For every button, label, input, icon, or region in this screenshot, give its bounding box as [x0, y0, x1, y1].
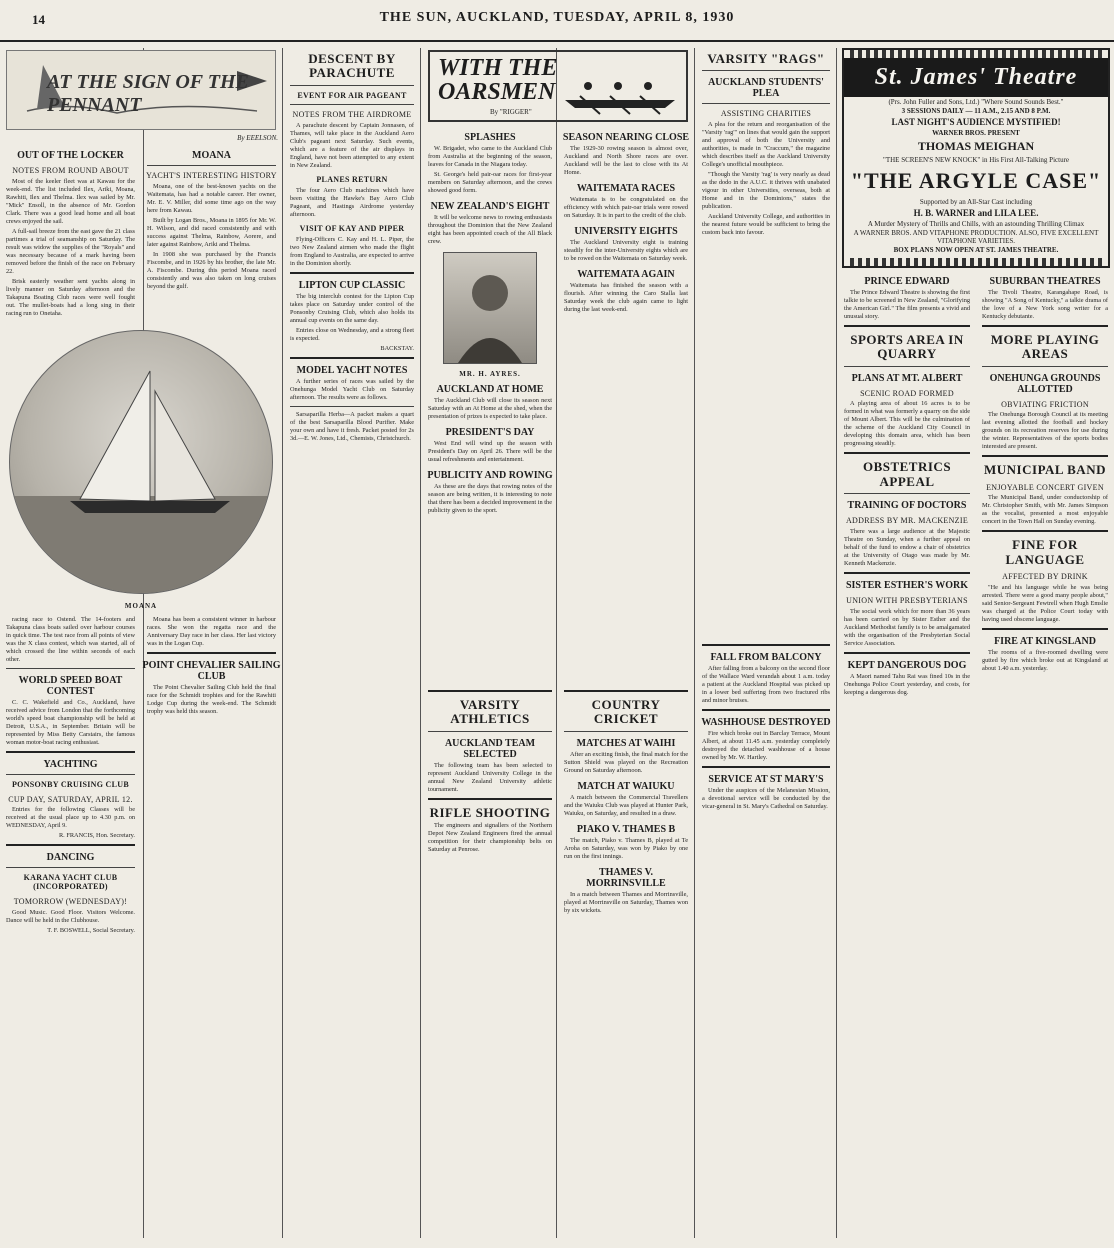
column-5	[558, 126, 694, 519]
lower-columns-4-5	[422, 686, 694, 919]
section-heading: YACHTING	[43, 758, 98, 770]
article-body: C. C. Wakefield and Co., Auckland, have received advice from London that the forthcoming world's speed boat championship will be held at Detroit, U.S.A., in September. Britain will be represented by Miss Betty Carstairs, the famous woman motor-boat racing enthusiast.	[6, 698, 135, 746]
moana-photo	[9, 330, 273, 594]
article-body: The four Aero Club machines which have been visiting the Hawke's Bay Aero Club Pageant, and Hastings Airdrome yesterday afternoon.	[290, 186, 414, 218]
article-body: After an exciting finish, the final match for the Sutton Shield was played on the Recreation Ground on Saturday afternoon.	[564, 750, 688, 774]
article-body: A plea for the return and reorganisation of the "Varsity 'rag'" on lines that would gain the support and approval of both the University and authorities, is made in "Craccum," the magazine which describes itself as the Auckland University College's unofficial mouthpiece. "Though the Varsity 'rag' is very nearly as dead as the dodo in the A.U.C. it thrives with unabated vigour in other Universities, overseas, both at Home and in the Dominions," states the publication. Auckland University College, and authorities in the nearest future would be sufficient to bring the custom back into favour.	[702, 121, 830, 237]
border-decoration	[850, 258, 1102, 266]
article-body: Waitemata is to be congratulated on the efficiency with which pair-oar trials were rowed on Saturday. It is in part to the credit of the club.	[564, 196, 688, 219]
article-body: A further series of races was sailed by the Onehunga Model Yacht Club on Saturday afternoon. The results were as follows.	[290, 377, 414, 401]
headline: KEPT DANGEROUS DOG	[847, 659, 967, 671]
crosshead: UNIVERSITY EIGHTS	[574, 226, 678, 237]
article-body: The 1929-30 rowing season is almost over, Auckland and North Shore races are over. Auckland will be the last to close with its At Home.	[564, 145, 688, 176]
crosshead: AUCKLAND AT HOME	[436, 384, 544, 395]
rowing-section	[422, 46, 694, 1240]
ad-title: PONSONBY CRUISING CLUB	[12, 779, 129, 789]
headline: SERVICE AT ST MARY'S	[708, 774, 824, 785]
pennant-banner	[6, 50, 276, 130]
rowing-columns	[422, 126, 694, 519]
article-body: The Auckland University eight is training steadily for the inter-University eights which are to be rowed on the Waitemata on Saturday week.	[564, 239, 688, 262]
crosshead: SPLASHES	[464, 132, 516, 143]
subheadline: TRAINING OF DOCTORS	[847, 499, 967, 511]
headline: FIRE AT KINGSLAND	[994, 635, 1096, 647]
subheadline: ADDRESS BY MR. MACKENZIE	[845, 515, 969, 525]
ad-line: CUP DAY, SATURDAY, APRIL 12.	[8, 794, 133, 804]
article-body: There was a large audience at the Majestic Theatre on Sunday, when a further appeal on behalf of the fund to endow a chair of obstetrics at the University of Otago was made by Mr. Kenneth Mackenzie.	[844, 527, 970, 567]
crosshead: PUBLICITY AND ROWING	[427, 470, 553, 481]
ad-line: A Murder Mystery of Thrills and Chills, with an astounding Thrilling Climax	[867, 220, 1085, 228]
article-body: Under the auspices of the Melanesian Mission, a devotional service will be conducted by the vicar-general in St. Mary's Cathedral on Saturday.	[702, 787, 830, 810]
banner-title: AT THE SIGN OF THE PENNANT	[47, 71, 249, 116]
subheadline: AUCKLAND STUDENTS' PLEA	[708, 77, 824, 100]
advertisement: Sarsaparilla Herba—A packet makes a quart of the best Sarsaparilla Blood Purifier. Make your own and have it fresh. Packet posted for 2s 3d.—E. W. Jones, Ltd., Chemists, Christchurch.	[290, 410, 414, 442]
article-body: Waitemata has finished the season with a flourish. After winning the Caro Stalla last Saturday week the club again came to light during the last week-end.	[564, 282, 688, 313]
photo-caption: MR. H. AYRES.	[459, 370, 521, 378]
crosshead: MATCH AT WAIUKU	[577, 780, 675, 792]
ad-line: "THE SCREEN'S NEW KNOCK" in His First All-Talking Picture	[882, 156, 1070, 164]
ad-body: Entries for the following Classes will be received at the usual place up to 4.30 p.m. on WEDNESDAY, April 9. R. FRANCIS, Hon. Secretary.	[6, 806, 135, 840]
column-4	[422, 126, 558, 519]
subheadline: AFFECTED BY DRINK	[1002, 572, 1088, 582]
headline: MUNICIPAL BAND	[984, 462, 1106, 478]
crosshead: PIAKO V. THAMES B	[576, 823, 676, 835]
border-decoration	[850, 50, 1102, 58]
theatre-section	[838, 46, 1114, 1240]
subheadline: NOTES FROM ROUND ABOUT	[12, 166, 129, 175]
section-heading: DANCING	[46, 852, 95, 864]
ad-line: (Prs. John Fuller and Sons, Ltd.) "Where Sound Sounds Best."	[888, 98, 1064, 106]
crosshead: PLANES RETURN	[316, 175, 388, 185]
headline: LIPTON CUP CLASSIC	[298, 279, 406, 291]
ad-body: Good Music. Good Floor. Visitors Welcome. Dance will be held in the Clubhouse. T. F. BOSWELL, Social Secretary.	[6, 908, 135, 934]
subheadline: PLANS AT MT. ALBERT	[851, 372, 963, 384]
article-body: The rooms of a five-roomed dwelling were gutted by fire which broke out at Kingsland at about 1.40 a.m. yesterday.	[982, 648, 1108, 672]
headline: MODEL YACHT NOTES	[296, 364, 408, 376]
article-body: A Maori named Tahu Rai was fined 10s in the Onehunga Police Court yesterday, and costs, for keeping a dangerous dog.	[844, 672, 970, 696]
country-cricket	[558, 686, 694, 919]
subheadline: MATCHES AT WAIHI	[576, 737, 676, 749]
crosshead: THAMES V. MORRINSVILLE	[586, 866, 666, 889]
portrait-icon	[444, 253, 536, 363]
article-body: Flying-Officers C. Kay and H. L. Piper, the two New Zealand airmen who made the flight from England to Australia, are expected to arrive in the Dominion shortly.	[290, 235, 414, 267]
crosshead: PRESIDENT'S DAY	[445, 427, 535, 438]
ad-line: WARNER BROS. PRESENT	[932, 129, 1020, 137]
headline: SISTER ESTHER'S WORK	[845, 579, 969, 591]
article-body: The Municipal Band, under conductorship of Mr. Christopher Smith, with Mr. James Simpson as the vocalist, presented a most enjoyable concert in the Town Hall on Sunday evening.	[982, 494, 1108, 526]
column-rule	[420, 48, 421, 1238]
article-body: The following team has been selected to represent Auckland University College in the annual New Zealand University athletic tournament.	[428, 761, 552, 793]
varsity-athletics	[422, 686, 558, 919]
article-body: West End will wind up the season with President's Day on April 26. There will be the usual refreshments and entertainment.	[428, 440, 552, 463]
headline: VARSITY "RAGS"	[707, 51, 825, 66]
headline: SUBURBAN THEATRES	[989, 276, 1101, 287]
article-body: The Point Chevalier Sailing Club held the final race for the Schmidt trophies and for the Rawhiti Lodge Cup during the week-end. The Schmidt trophy was held this season.	[147, 683, 276, 715]
ad-line: A WARNER BROS. AND VITAPHONE PRODUCTION. ALSO, FIVE EXCELLENT VITAPHONE VARIETIES.	[853, 229, 1099, 245]
column-2-top	[141, 144, 282, 322]
ad-line: LAST NIGHT'S AUDIENCE MYSTIFIED!	[891, 117, 1061, 127]
article-body: The match, Piako v. Thames B, played at Te Aroha on Saturday, was won by Piako by one run on the first innings.	[564, 836, 688, 860]
ad-theatre-title: St. James' Theatre	[844, 58, 1108, 97]
article-body: The Onehunga Borough Council at its meeting last evening allotted the football and hockey grounds on its recreation reserves for use during the winter. Representatives of the sports bodies interested are present.	[982, 411, 1108, 451]
sailboat-photo-icon	[10, 331, 272, 593]
headline: WASHHOUSE DESTROYED	[701, 717, 831, 728]
ad-cast: H. B. WARNER and LILA LEE.	[913, 208, 1039, 218]
subheadline: EVENT FOR AIR PAGEANT	[297, 90, 407, 100]
column-rule	[282, 48, 283, 1238]
article-body: The big interclub contest for the Lipton Cup takes place on Saturday under control of the Ponsonby Cruising Club, which also holds its annual cup events on the same day. Entries close on Wednesday, and a strong fleet is expected. BACKSTAY.	[290, 292, 414, 352]
headline: DESCENT BY PARACHUTE	[308, 51, 396, 81]
newspaper-title: THE SUN, AUCKLAND, TUESDAY, APRIL 8, 1930	[379, 10, 735, 25]
article-body: The engineers and signallers of the Northern Depot New Zealand Engineers fired the annual competition for their championship belts on Saturday at Penrose.	[428, 821, 552, 853]
ayres-photo	[443, 252, 537, 364]
article-body: The Tivoli Theatre, Karangahape Road, is showing "A Song of Kentucky," a talkie drama of the love of a New York song writer for a Kentucky debutante.	[982, 289, 1108, 320]
oarsmen-banner	[428, 50, 688, 122]
column-8a	[838, 270, 976, 701]
crosshead: WAITEMATA AGAIN	[577, 269, 675, 280]
article-body: The Prince Edward Theatre is showing the first talkie to be screened in New Zealand, "Glorifying the American Girl." The film presents a vivid and unusual story.	[844, 289, 970, 320]
headline: OBSTETRICS APPEAL	[862, 459, 952, 489]
subheadline: ASSISTING CHARITIES	[720, 109, 812, 119]
crosshead: NEW ZEALAND'S EIGHT	[430, 201, 550, 212]
column-1-top	[0, 144, 141, 322]
headline: COUNTRY CRICKET	[591, 697, 661, 727]
subheadline: SCENIC ROAD FORMED	[860, 388, 954, 398]
ad-line: BOX PLANS NOW OPEN AT ST. JAMES THEATRE.	[893, 246, 1059, 254]
article-body: It will be welcome news to rowing enthusiasts throughout the Dominion that the New Zealand eight has been appointed coach of the All Black crew.	[428, 214, 552, 245]
article-body: Most of the keeler fleet was at Kawau for the week-end. The list included Ilex, Ariki, Moana, Rawhiti, Ilex and Thelma. Ilex was sailed by Mr. "Mick" Ensoll, in the absence of Mr. Gordon Clark. There was a good lead home and all boat crews enjoyed the sail. A full-sail breeze from the east gave the 21 class partimes a trial of seamanship on Saturday. The result was widow the supplies of the "Royals" and was necessary because of a mark having been removed before the finish of the race on February 22. Brisk easterly weather sent yachts along in lively manner on Saturday afternoon and the Takapuna Boating Club races were well fought out. The mullet-boats had a long sing in their racing run to Onetaha.	[6, 177, 135, 317]
subheadline: OBVIATING FRICTION	[1001, 399, 1089, 409]
subheadline: ONEHUNGA GROUNDS ALLOTTED	[989, 372, 1101, 395]
column-7-lower	[696, 640, 836, 815]
headline: VARSITY ATHLETICS	[450, 697, 530, 727]
article-body: After falling from a balcony on the second floor of the Wallace Ward verandah about 1 a.m. today a patient at the Auckland Hospital was picked up in a lower bed suffering from two fractured ribs and minor bruises.	[702, 665, 830, 704]
headline: FINE FOR LANGUAGE	[1005, 537, 1085, 567]
photo-caption: MOANA	[124, 601, 158, 610]
ad-film-title: "THE ARGYLE CASE"	[850, 168, 1102, 193]
sports-section	[0, 46, 282, 1240]
article-body: A playing area of about 16 acres is to be formed in what was formerly a quarry on the side of Mount Albert. This will be the culmination of the scheme of the Auckland City Council in developing this domain area, which has been progressing steadily.	[844, 400, 970, 448]
column-6	[696, 46, 836, 1240]
article-body: racing race to Ostend. The 14-footers and Takapuna class boats sailed over harbour courses in quick time. The test race from all points of view was the X class contest, which was started, all of which crossed the line within seconds of each other.	[6, 615, 135, 663]
article-body: "He and his language while he was being arrested. There were a good many people about," said Senior-Sergeant Fewtrell when Hugh Emslie was charged at the Police Court today with having used obscene language.	[982, 583, 1108, 623]
oarsmen-title: WITH THE OARSMEN	[438, 55, 558, 105]
headline: MOANA	[192, 150, 231, 161]
crosshead: VISIT OF KAY AND PIPER	[299, 223, 405, 233]
headline: RIFLE SHOOTING	[429, 804, 551, 820]
headline: WORLD SPEED BOAT CONTEST	[18, 674, 123, 697]
column-rule	[694, 48, 695, 1238]
article-body: W. Brigadet, who came to the Auckland Club from Australia at the beginning of the season, leaves for Canada in the Niagara today. St. George's held pair-oar races for first-year members on Saturday afternoon, and the crews showed good form.	[428, 145, 552, 194]
article-body: As these are the days that rowing notes of the season are being written, it is interesting to note that there has been a decided improvement in the publicity given to the sport.	[428, 483, 552, 514]
headline: PRINCE EDWARD	[864, 276, 950, 287]
article-body: The Auckland Club will close its season next Saturday with an At Home at the shed, when the presentation of prizes is expected to take place.	[428, 397, 552, 420]
ad-line: TOMORROW (WEDNESDAY)!	[13, 896, 128, 906]
headline: FALL FROM BALCONY	[710, 652, 822, 663]
st-james-ad	[842, 48, 1110, 268]
right-columns	[838, 270, 1114, 701]
column-8b	[976, 270, 1114, 701]
column-1-lower	[0, 614, 141, 939]
headline: SPORTS AREA IN QUARRY	[850, 332, 964, 362]
crosshead: SEASON NEARING CLOSE	[562, 132, 690, 143]
article-body: In a match between Thames and Morrinsville, played at Morrinsville on Saturday, Thames won by six wickets.	[564, 890, 688, 914]
column-rule	[836, 48, 837, 1238]
subheadline: UNION WITH PRESBYTERIANS	[846, 595, 968, 605]
article-body: The social work which for more than 36 years has been carried on by Sister Esther and the Auckland Methodist family is to be amalgamated with the organisation of the Presbyterian Social Service Association.	[844, 607, 970, 647]
column-3	[284, 46, 420, 1240]
page-number: 14	[32, 12, 45, 27]
article-body: A match between the Commercial Travellers and the Waiuku Club was played at Hunter Park, Waiuku, on Saturday, and resulted in a draw.	[564, 793, 688, 817]
subheadline: NOTES FROM THE AIRDROME	[292, 110, 412, 120]
subheadline: ENJOYABLE CONCERT GIVEN	[986, 482, 1104, 492]
column-2-lower	[141, 614, 282, 939]
two-column-block	[0, 144, 282, 322]
byline: By EEELSON.	[237, 134, 278, 142]
oarsmen-byline: By "RIGGER"	[490, 108, 532, 116]
article-body: A parachute descent by Captain Jonnasen, of Thames, will take place in the Auckland Aero Club's pageant next Saturday. Such events, which are a feature of the air displays in England, have not been attempted to any extent in New Zealand.	[290, 122, 414, 170]
rowing-crew-icon	[560, 56, 680, 116]
headline: POINT CHEVALIER SAILING CLUB	[142, 659, 281, 682]
ad-line: 3 SESSIONS DAILY — 11 A.M., 2.15 AND 8 P.M.	[901, 107, 1051, 115]
headline: OUT OF THE LOCKER	[17, 150, 124, 161]
headline: MORE PLAYING AREAS	[990, 332, 1100, 362]
crosshead: WAITEMATA RACES	[576, 183, 676, 194]
masthead	[0, 0, 1114, 42]
ad-line: Supported by an All-Star Cast including	[919, 198, 1033, 206]
ad-title: KARANA YACHT CLUB (INCORPORATED)	[23, 873, 118, 892]
ad-star: THOMAS MEIGHAN	[917, 139, 1035, 153]
article-body: Fire which broke out in Barclay Terrace, Mount Albert, at about 11.45 a.m. yesterday completely destroyed the detached washhouse of a house owned by Mr. W. Hartley.	[702, 730, 830, 761]
subheadline: AUCKLAND TEAM SELECTED	[444, 737, 536, 760]
article-body: Moana, one of the best-known yachts on the Waitemata, has had a notable career. Her owner, Mr. E. V. Miller, did some time ago on the way here from Kawau. Built by Logan Bros., Moana in 1895 for Mr. W. H. Wilson, and did raced consistently and with success against Thelma, Rainbow, Aorere, and later against Rainbow, Ariki and Thelma. In 1908 she was purchased by the Francis Fiscombe, and in 1926 by his brother, the late Mr. A. Fiscombe. During this period Moana raced consistently and was also taken on long cruises beyond the gulf.	[147, 182, 276, 290]
subheadline: YACHT'S INTERESTING HISTORY	[146, 171, 277, 180]
two-column-lower	[0, 614, 282, 939]
article-body: Moana has been a consistent winner in harbour races. She won the regatta race and the Anniversary Day race in her class. Her last victory was in the Logan Cup.	[147, 615, 276, 647]
